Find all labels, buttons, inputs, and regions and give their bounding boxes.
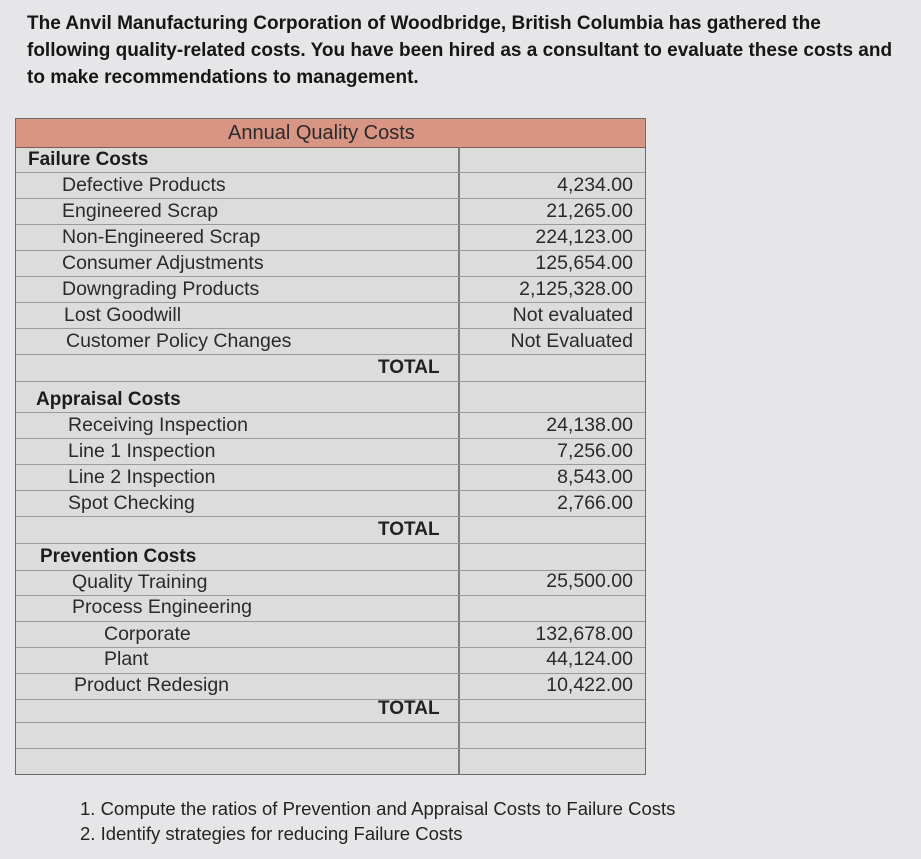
row-value: 24,138.00	[546, 414, 633, 436]
row-value: 7,256.00	[557, 440, 633, 462]
row-label: Corporate	[104, 623, 191, 645]
table-row	[16, 329, 645, 355]
table-row	[16, 277, 645, 303]
row-label: Lost Goodwill	[64, 304, 182, 326]
appraisal-total-label: TOTAL	[378, 519, 440, 540]
row-label: Consumer Adjustments	[62, 252, 264, 274]
row-value: 44,124.00	[546, 648, 633, 670]
table-row	[16, 303, 645, 329]
question-item: 1. Compute the ratios of Prevention and Appraisal Costs to Failure Costs	[80, 798, 676, 819]
row-label: Engineered Scrap	[62, 200, 219, 222]
table-row	[16, 723, 645, 749]
row-label: Line 1 Inspection	[68, 440, 216, 462]
row-value: 132,678.00	[535, 623, 633, 645]
row-label: Customer Policy Changes	[66, 330, 292, 352]
row-value: 8,543.00	[557, 466, 633, 488]
row-label: Defective Products	[62, 174, 226, 196]
table-row	[16, 465, 645, 491]
total-row	[16, 517, 645, 544]
prevention-total-label: TOTAL	[378, 698, 440, 719]
prevention-costs-title: Prevention Costs	[40, 546, 197, 567]
row-value: 2,125,328.00	[519, 278, 633, 300]
row-value: 4,234.00	[557, 174, 633, 196]
table-row	[16, 413, 645, 439]
row-value: 2,766.00	[557, 492, 633, 514]
row-label: Quality Training	[72, 571, 208, 593]
table-row	[16, 225, 645, 251]
total-row	[16, 695, 645, 723]
row-value: 224,123.00	[535, 226, 633, 248]
row-value: 125,654.00	[535, 252, 633, 274]
table-row	[16, 387, 645, 413]
table-row	[16, 596, 645, 622]
row-value: 21,265.00	[546, 200, 633, 222]
table-row	[16, 648, 645, 674]
table-row	[16, 545, 645, 571]
row-label: Spot Checking	[68, 492, 195, 514]
table-header	[16, 119, 645, 148]
intro-paragraph: The Anvil Manufacturing Corporation of Woodbridge, British Columbia has gathered the following quality-related costs. You have been hired as a consultant to evaluate these costs and to make recommendations to management.	[27, 13, 893, 88]
question-item: 2. Identify strategies for reducing Failure Costs	[80, 823, 463, 844]
table-row	[16, 251, 645, 277]
failure-total-label: TOTAL	[378, 357, 440, 378]
table-row	[16, 199, 645, 225]
appraisal-costs-title: Appraisal Costs	[36, 389, 181, 410]
row-label: Non-Engineered Scrap	[62, 226, 261, 248]
table-row	[16, 570, 645, 596]
row-label: Receiving Inspection	[68, 414, 248, 436]
table-row	[16, 749, 645, 774]
row-value: Not evaluated	[512, 304, 633, 326]
table-header-title: Annual Quality Costs	[228, 122, 415, 144]
row-value: 25,500.00	[546, 570, 633, 592]
row-label: Downgrading Products	[62, 278, 260, 300]
row-value: Not Evaluated	[510, 330, 633, 352]
total-row	[16, 355, 645, 382]
table-row	[16, 491, 645, 517]
table-row	[16, 622, 645, 648]
table-row	[16, 439, 645, 465]
row-value: 10,422.00	[546, 674, 633, 696]
table-row	[16, 147, 645, 173]
failure-costs-title: Failure Costs	[28, 149, 149, 170]
row-label: Process Engineering	[72, 596, 252, 618]
table-row	[16, 173, 645, 199]
quality-costs-table	[15, 118, 646, 775]
question-list	[80, 796, 675, 846]
row-label: Plant	[104, 648, 149, 670]
row-label: Line 2 Inspection	[68, 466, 216, 488]
row-label: Product Redesign	[74, 674, 230, 696]
